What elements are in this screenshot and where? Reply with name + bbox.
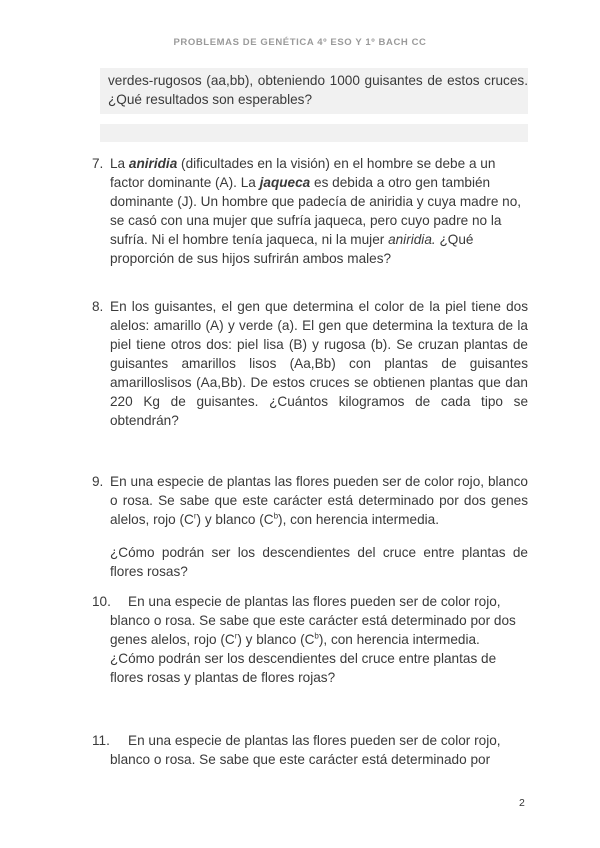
problem-9-question: ¿Cómo podrán ser los descendientes del cruce entre plantas de flores rosas? [110,545,528,579]
problem-6-continuation: verdes-rugosos (aa,bb), obteniendo 1000 guisantes de estos cruces.¿Qué resultados son esperables? [108,73,528,107]
problem-11-text: En una especie de plantas las flores pueden ser de color rojo, blanco o rosa. Se sabe que este carácter está determinado por [110,733,501,767]
problem-10-text: En una especie de plantas las flores pueden ser de color rojo, blanco o rosa. Se sabe que este carácter está determinado por dos genes alelos, rojo $(C^r)$ y blanco $(C^b)$, con herencia intermedia. ¿Cómo podrán ser los descendientes del cruce entre plantas de flores rosas y plantas de flores rojas? [110,594,516,685]
problem-9-number: 9. [92,474,104,489]
problem-9-text: En una especie de plantas las flores pueden ser de color rojo, blanco o rosa. Se sabe que este carácter está determinado por dos genes alelos, rojo $(C^r)$ y blanco $(C^b)$, con herencia intermedia. [110,474,528,527]
aniridia-term: aniridia [128,156,178,171]
page-number: 2 [519,797,525,809]
highlight-band [100,124,528,142]
page-header: PROBLEMAS DE GENÉTICA 4º ESO Y 1º BACH CC [173,37,427,48]
problem-11-number: 11. [92,733,110,748]
problem-10-number: 10. [92,594,111,609]
problem-8-number: 8. [92,299,104,314]
problem-8-text: En los guisantes, el gen que determina el color de la piel tiene dos alelos: amarillo (A) y verde (a). El gen que determina la textura de la piel tiene otros dos: piel lisa (B) y rugosa (b). Se cruzan plantas de guisantes amarillos lisos (Aa,Bb) con plantas de guisantes amarilloslisos (Aa,Bb). De estos cruces se obtienen plantas que dan 220 Kg de guisantes. ¿Cuántos kilogramos de cada tipo se obtendrán? [110,299,528,428]
problem-7-number: 7. [92,156,104,171]
jaqueca-term: jaqueca [259,175,311,190]
problem-7-text: La aniridia (dificultades en la visión) en el hombre se debe a un factor dominante (A). La jaqueca es debida a otro gen también dominante (J). Un hombre que padecía de aniridia y cuya madre no, se casó con una mujer que sufría jaqueca, pero cuyo padre no la sufría. Ni el hombre tenía jaqueca, ni la mujer aniridia. ¿Qué proporción de sus hijos sufrirán ambos males? [110,156,522,266]
